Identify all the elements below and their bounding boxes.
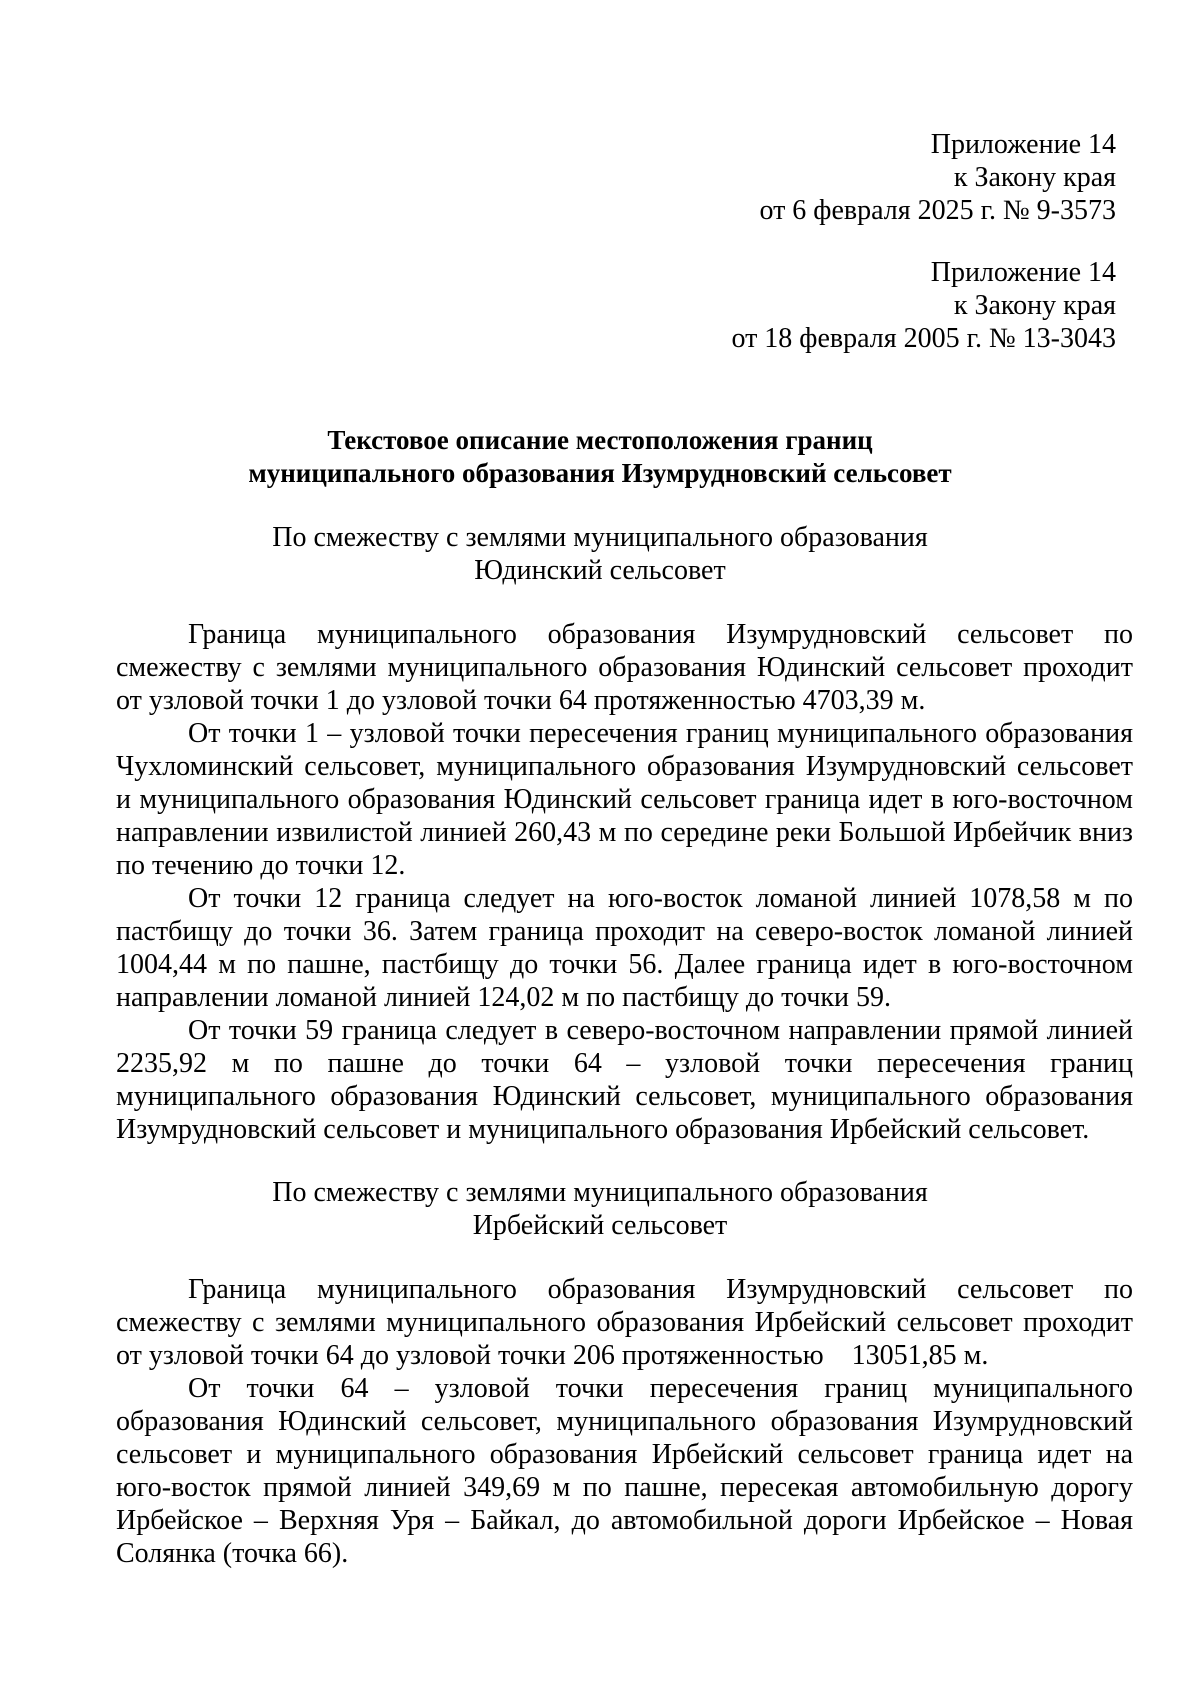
section2-paragraph: От точки 64 – узловой точки пересечения границ муниципального образования Юдинский сельсовет, муниципального образования Изумрудновский сельсовет и муниципального образования Ирбейский сельсовет граница идет на юго-восток прямой линией 349,69 м по пашне, пересекая автомобильную дорогу Ирбейское – Верхняя Уря – Байкал, до автомобильной дороги Ирбейское – Новая Солянка (точка 66).: [116, 1373, 1133, 1569]
appendix-original-date: от 18 февраля 2005 г. № 13-3043: [731, 323, 1116, 354]
section1-paragraph: Граница муниципального образования Изумрудновский сельсовет по смежеству с землями муниципального образования Юдинский сельсовет проходит от узловой точки 1 до узловой точки 64 протяженностью 4703,39 м.: [116, 619, 1133, 716]
appendix-original-law-ref: к Закону края: [953, 290, 1116, 321]
document-title: [0, 424, 1200, 490]
appendix-current-number: Приложение 14: [930, 129, 1116, 160]
appendix-original-number: Приложение 14: [930, 257, 1116, 288]
appendix-current-date: от 6 февраля 2025 г. № 9-3573: [759, 195, 1116, 226]
section2-heading-line2: Ирбейский сельсовет: [472, 1210, 728, 1241]
section1-body: [116, 618, 1133, 1146]
section2-body: [116, 1273, 1133, 1570]
section2-heading: [0, 1176, 1200, 1242]
section2-paragraph-text: Граница муниципального образования Изумрудновский сельсовет по смежеству с землями муниципального образования Ирбейский сельсовет проходит от узловой точки 64 до узловой точки 206 протяженностью: [116, 1274, 1133, 1371]
appendix-current-law-ref: к Закону края: [953, 162, 1116, 193]
section1-heading: [0, 521, 1200, 587]
document-title-line2: муниципального образования Изумрудновский сельсовет: [248, 458, 952, 488]
appendix-original-block: [731, 256, 1116, 355]
section2-paragraph: [116, 1273, 1133, 1372]
section1-heading-line2: Юдинский сельсовет: [474, 555, 726, 586]
section1-paragraph: От точки 59 граница следует в северо-восточном направлении прямой линией 2235,92 м по пашне до точки 64 – узловой точки пересечения границ муниципального образования Юдинский сельсовет, муниципального образования Изумрудновский сельсовет и муниципального образования Ирбейский сельсовет.: [116, 1015, 1133, 1145]
section1-paragraph: От точки 1 – узловой точки пересечения границ муниципального образования Чухломинский сельсовет, муниципального образования Изумрудновский сельсовет и муниципального образования Юдинский сельсовет граница идет в юго-восточном направлении извилистой линией 260,43 м по середине реки Большой Ирбейчик вниз по течению до точки 12.: [116, 718, 1133, 881]
section2-heading-line1: По смежеству с землями муниципального образования: [272, 1177, 928, 1208]
section1-paragraph: От точки 12 граница следует на юго-восток ломаной линией 1078,58 м по пастбищу до точки 36. Затем граница проходит на северо-восток ломаной линией 1004,44 м по пашне, пастбищу до точки 56. Далее граница идет в юго-восточном направлении ломаной линией 124,02 м по пастбищу до точки 59.: [116, 883, 1133, 1013]
section1-heading-line1: По смежеству с землями муниципального образования: [272, 522, 928, 553]
section2-length-value: 13051,85 м.: [851, 1340, 989, 1371]
document-title-line1: Текстовое описание местоположения границ: [327, 425, 873, 455]
appendix-current-block: [759, 128, 1116, 227]
